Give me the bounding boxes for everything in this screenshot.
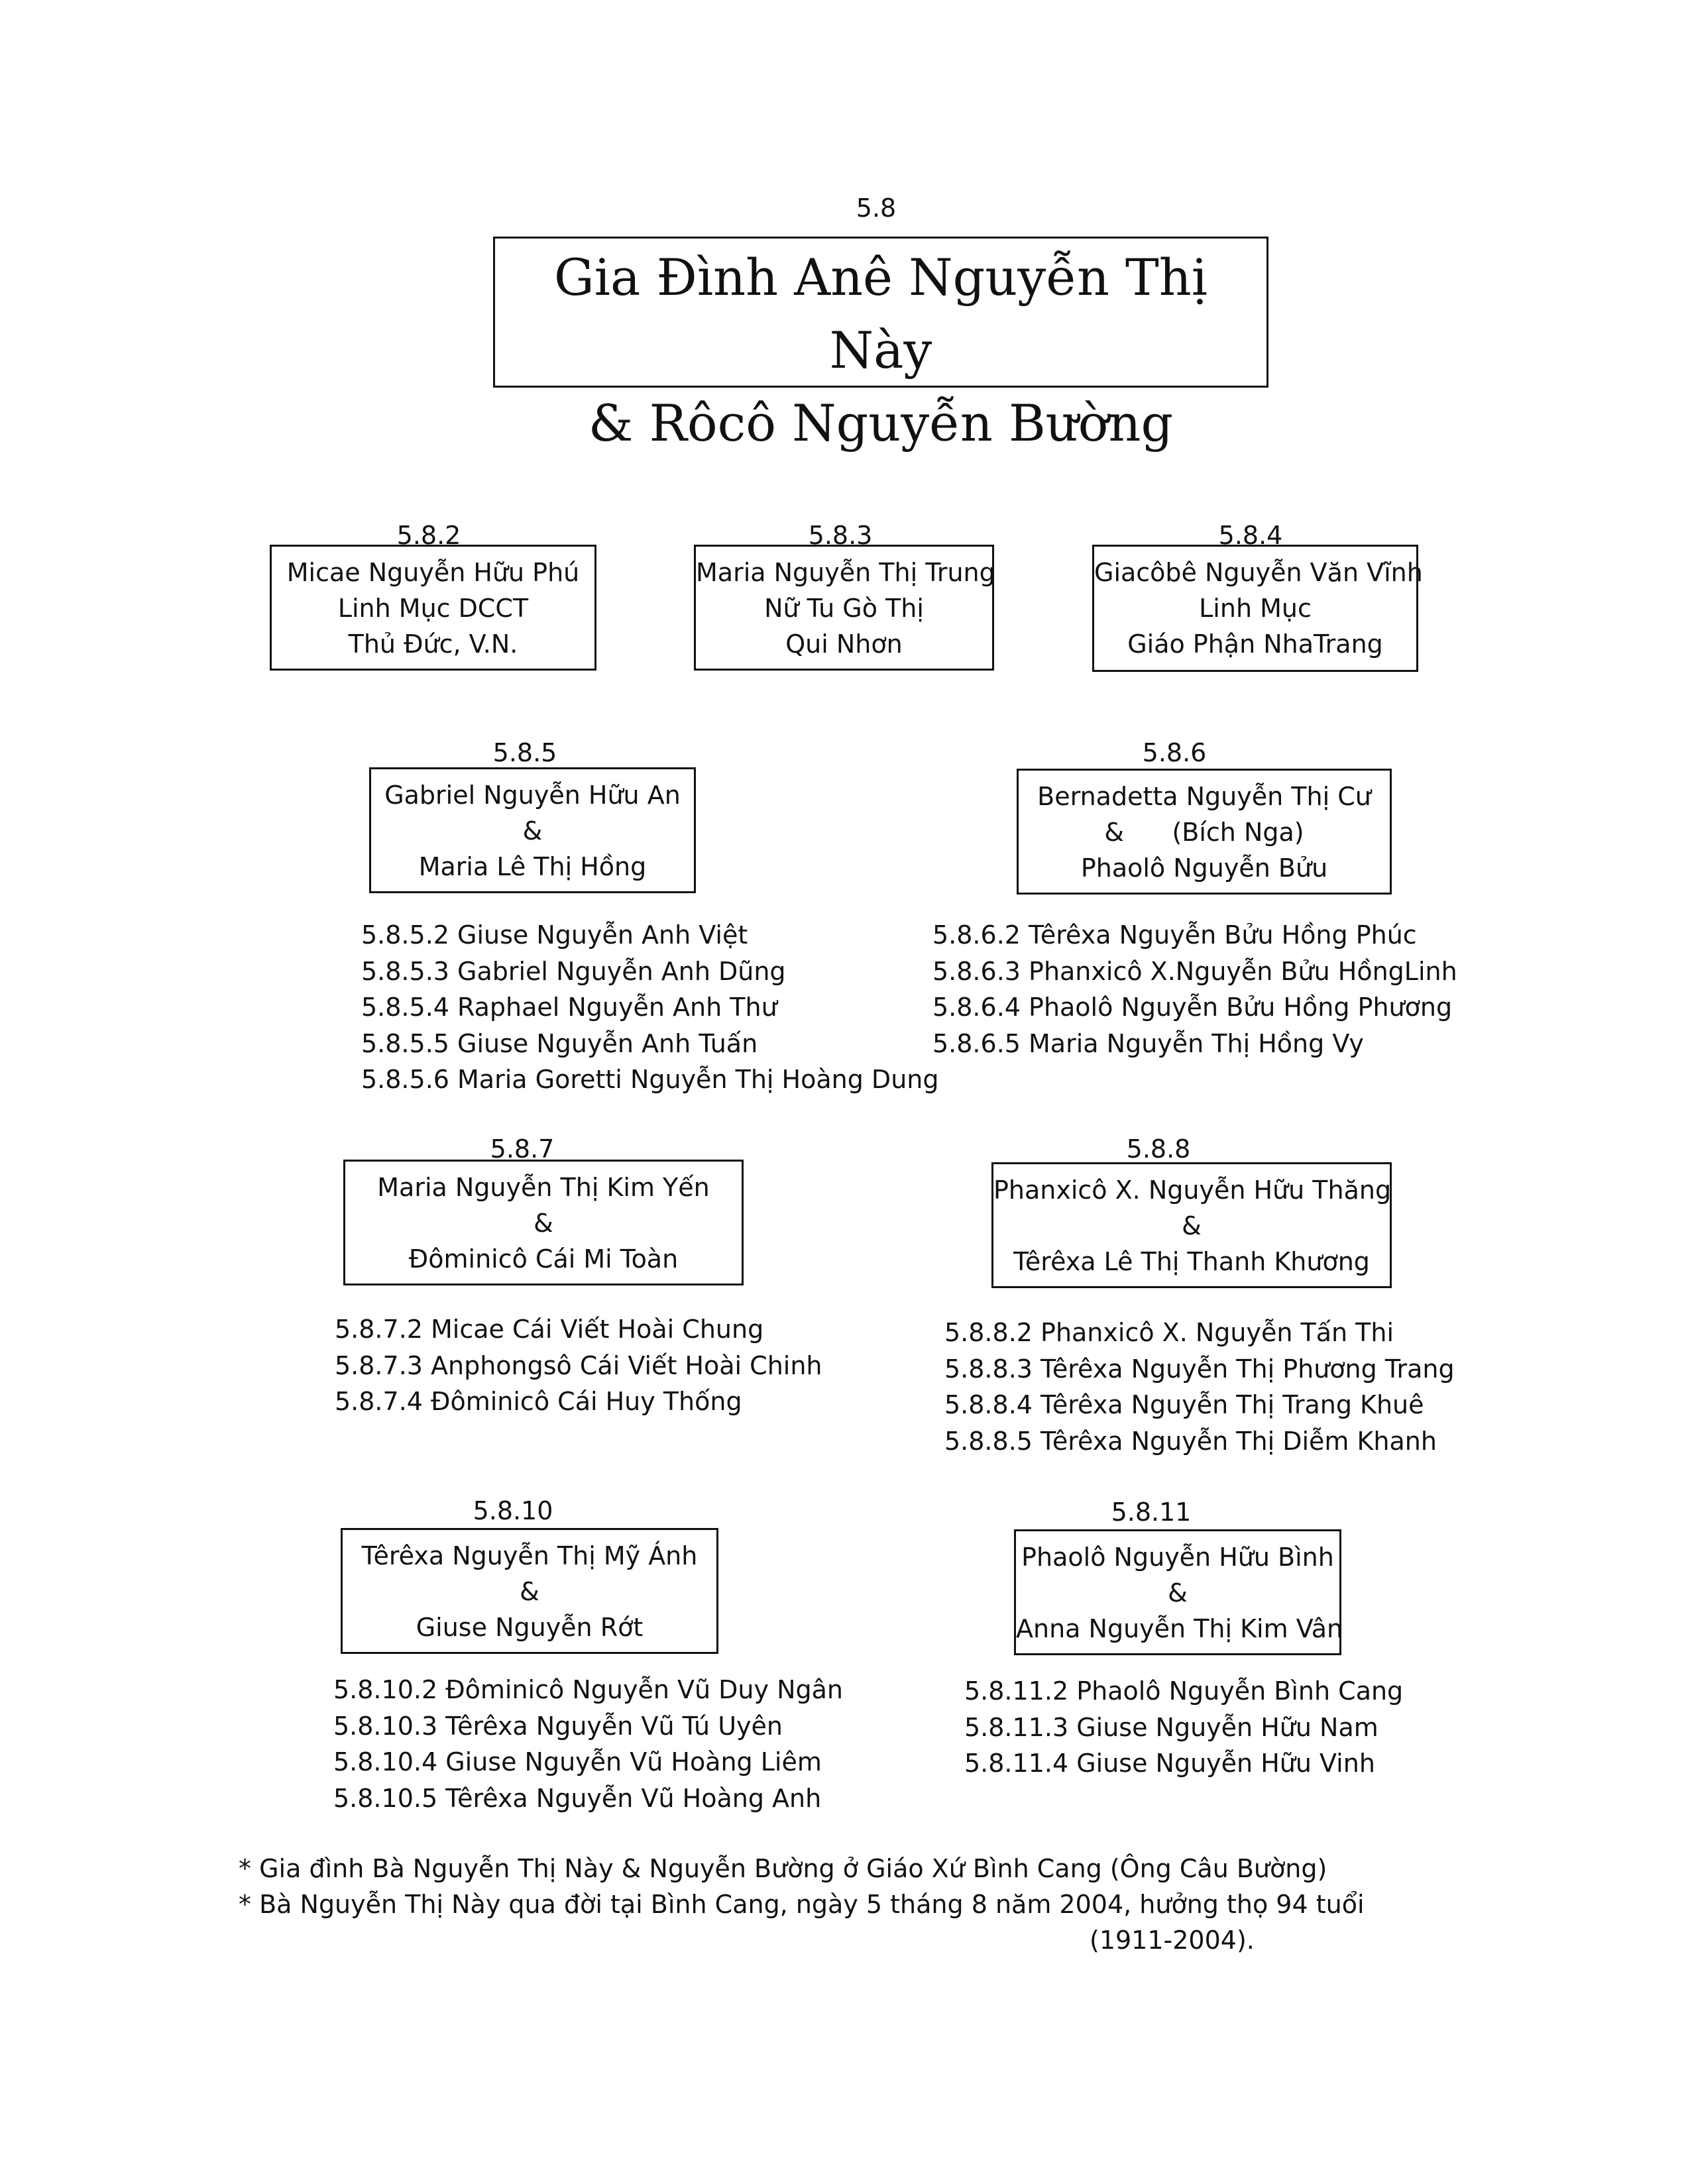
page-title-line1: Gia Đình Anê Nguyễn Thị Này xyxy=(554,248,1208,380)
spouse-name: Têrêxa Nguyễn Thị Mỹ Ánh xyxy=(361,1541,698,1570)
family-code-588: 5.8.8 xyxy=(1126,1134,1191,1164)
family-code-585: 5.8.5 xyxy=(492,738,557,767)
child-item: 5.8.10.4 Giuse Nguyễn Vũ Hoàng Liêm xyxy=(333,1747,822,1776)
spouse-name: Bernadetta Nguyễn Thị Cư xyxy=(1037,782,1371,811)
family-code-583: 5.8.3 xyxy=(808,521,873,550)
person-box-582 xyxy=(270,545,596,671)
ampersand: & xyxy=(522,816,543,846)
child-item: 5.8.11.3 Giuse Nguyễn Hữu Nam xyxy=(964,1712,1378,1742)
child-item: 5.8.6.4 Phaolô Nguyễn Bửu Hồng Phương xyxy=(932,993,1453,1022)
child-item: 5.8.8.4 Têrêxa Nguyễn Thị Trang Khuê xyxy=(944,1390,1424,1419)
children-list-585 xyxy=(361,917,938,1098)
person-place: Giáo Phận NhaTrang xyxy=(1127,629,1383,659)
page-code: 5.8 xyxy=(856,193,897,223)
ampersand: & xyxy=(520,1577,539,1606)
person-box-584 xyxy=(1092,545,1423,672)
child-item: 5.8.5.4 Raphael Nguyễn Anh Thư xyxy=(361,993,777,1022)
child-item: 5.8.10.3 Têrêxa Nguyễn Vũ Tú Uyên xyxy=(333,1711,783,1741)
child-item: 5.8.7.3 Anphongsô Cái Viết Hoài Chinh xyxy=(335,1350,822,1380)
page-title-line2: & Rôcô Nguyễn Bường xyxy=(588,394,1174,453)
child-item: 5.8.8.3 Têrêxa Nguyễn Thị Phương Trang xyxy=(944,1354,1455,1384)
child-item: 5.8.5.5 Giuse Nguyễn Anh Tuấn xyxy=(361,1028,758,1058)
spouse-name: Phaolô Nguyễn Hữu Bình xyxy=(1021,1543,1334,1572)
child-item: 5.8.11.2 Phaolô Nguyễn Bình Cang xyxy=(964,1676,1404,1706)
family-code-587: 5.8.7 xyxy=(490,1134,555,1164)
child-item: 5.8.8.2 Phanxicô X. Nguyễn Tấn Thi xyxy=(944,1318,1394,1347)
ampersand: & xyxy=(534,1209,553,1238)
footnote-2: * Bà Nguyễn Thị Này qua đời tại Bình Cang, ngày 5 tháng 8 năm 2004, hưởng thọ 94 tuổi xyxy=(239,1890,1365,1919)
footnote-dates: (1911-2004). xyxy=(1090,1926,1255,1955)
person-name: Giacôbê Nguyễn Văn Vĩnh xyxy=(1094,558,1423,587)
child-item: 5.8.5.2 Giuse Nguyễn Anh Việt xyxy=(361,920,748,950)
child-item: 5.8.7.4 Đôminicô Cái Huy Thống xyxy=(335,1387,742,1416)
spouse-name: Maria Lê Thị Hồng xyxy=(418,852,647,881)
ampersand: & (Bích Nga) xyxy=(1104,818,1304,847)
family-code-584: 5.8.4 xyxy=(1218,521,1283,550)
couple-box-5811 xyxy=(1014,1529,1341,1655)
person-role: Linh Mục xyxy=(1199,594,1312,623)
child-item: 5.8.5.6 Maria Goretti Nguyễn Thị Hoàng Dung xyxy=(361,1065,939,1094)
person-place: Thủ Đức, V.N. xyxy=(348,629,518,659)
couple-box-586 xyxy=(1017,769,1392,895)
child-item: 5.8.7.2 Micae Cái Viết Hoài Chung xyxy=(335,1315,764,1344)
family-code-586: 5.8.6 xyxy=(1142,738,1207,767)
child-item: 5.8.10.5 Têrêxa Nguyễn Vũ Hoàng Anh xyxy=(333,1783,822,1813)
child-item: 5.8.8.5 Têrêxa Nguyễn Thị Diễm Khanh xyxy=(944,1426,1437,1456)
children-list-5811 xyxy=(964,1673,1403,1782)
person-place: Qui Nhơn xyxy=(785,629,903,659)
person-name: Micae Nguyễn Hữu Phú xyxy=(286,558,580,587)
child-item: 5.8.6.5 Maria Nguyễn Thị Hồng Vy xyxy=(932,1028,1364,1058)
spouse-name: Đôminicô Cái Mi Toàn xyxy=(408,1244,679,1274)
family-code-5811: 5.8.11 xyxy=(1111,1498,1192,1527)
child-item: 5.8.6.3 Phanxicô X.Nguyễn Bửu HồngLinh xyxy=(932,956,1457,986)
family-code-582: 5.8.2 xyxy=(396,521,461,550)
family-code-5810: 5.8.10 xyxy=(473,1496,553,1525)
child-item: 5.8.10.2 Đôminicô Nguyễn Vũ Duy Ngân xyxy=(333,1675,843,1704)
person-role: Linh Mục DCCT xyxy=(337,594,529,623)
spouse-name: Anna Nguyễn Thị Kim Vân xyxy=(1016,1614,1343,1643)
child-item: 5.8.5.3 Gabriel Nguyễn Anh Dũng xyxy=(361,956,786,986)
spouse-name: Gabriel Nguyễn Hữu An xyxy=(384,781,681,810)
spouse-name: Maria Nguyễn Thị Kim Yến xyxy=(377,1173,710,1202)
person-box-583 xyxy=(694,545,994,671)
couple-box-5810 xyxy=(341,1528,718,1654)
children-list-588 xyxy=(944,1315,1455,1459)
page-title-box xyxy=(493,237,1268,453)
spouse-name: Giuse Nguyễn Rớt xyxy=(416,1613,644,1642)
couple-box-585 xyxy=(369,767,696,893)
footnote-1: * Gia đình Bà Nguyễn Thị Này & Nguyễn Bường ở Giáo Xứ Bình Cang (Ông Câu Bường) xyxy=(239,1854,1327,1883)
child-item: 5.8.11.4 Giuse Nguyễn Hữu Vinh xyxy=(964,1749,1375,1778)
ampersand: & xyxy=(1168,1578,1188,1608)
children-list-587 xyxy=(335,1311,822,1420)
spouse-name: Têrêxa Lê Thị Thanh Khương xyxy=(1013,1247,1370,1276)
couple-box-588 xyxy=(991,1162,1392,1288)
person-role: Nữ Tu Gò Thị xyxy=(764,594,924,623)
children-list-586 xyxy=(932,917,1457,1062)
children-list-5810 xyxy=(333,1672,843,1816)
couple-box-587 xyxy=(343,1160,744,1285)
ampersand: & xyxy=(1182,1211,1202,1240)
child-item: 5.8.6.2 Têrêxa Nguyễn Bửu Hồng Phúc xyxy=(932,920,1417,950)
spouse-name: Phaolô Nguyễn Bửu xyxy=(1080,853,1328,883)
person-name: Maria Nguyễn Thị Trung xyxy=(696,558,995,587)
spouse-name: Phanxicô X. Nguyễn Hữu Thăng xyxy=(993,1175,1392,1205)
